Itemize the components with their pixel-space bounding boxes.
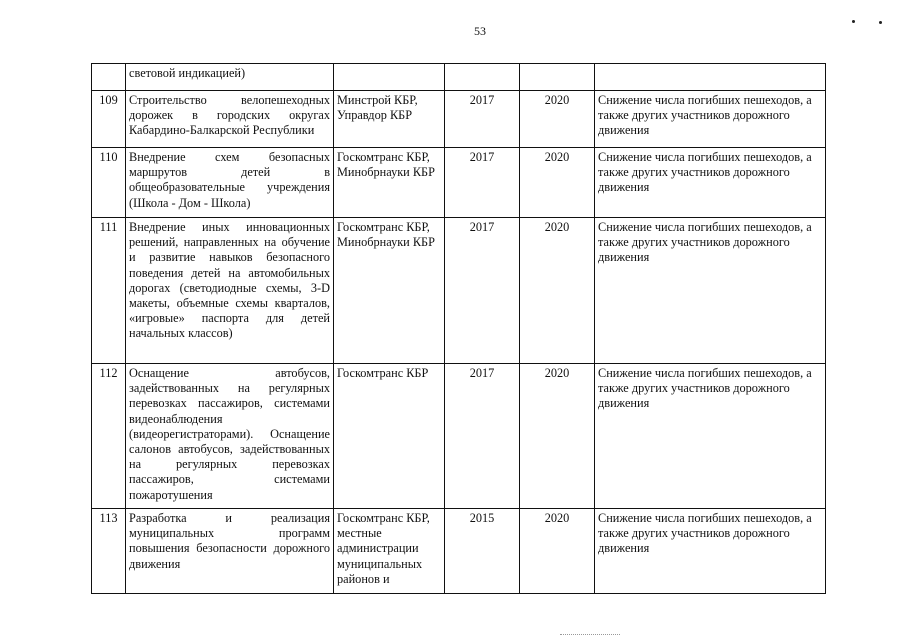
end-year: 2020 bbox=[520, 148, 595, 218]
page-number: 53 bbox=[474, 24, 486, 38]
start-year bbox=[445, 64, 520, 91]
executors-text: Госкомтранс КБР, Минобрнауки КБР bbox=[334, 148, 445, 218]
start-year: 2015 bbox=[445, 509, 520, 594]
table-row bbox=[92, 64, 826, 91]
executors-text: Госкомтранс КБР, местные администрации муниципальных районов и bbox=[334, 509, 445, 594]
table-row bbox=[92, 148, 826, 218]
table-row bbox=[92, 509, 826, 594]
expected-result: Снижение числа погибших пешеходов, а также других участников дорожного движения bbox=[595, 148, 826, 218]
measure-text: световой индикацией) bbox=[126, 64, 334, 91]
measure-text: Внедрение схем безопасных маршрутов детей в общеобразовательные учреждения (Школа - Дом - Школа) bbox=[126, 148, 334, 218]
row-number bbox=[92, 64, 126, 91]
measures-table bbox=[91, 63, 826, 594]
end-year: 2020 bbox=[520, 91, 595, 148]
expected-result: Снижение числа погибших пешеходов, а также других участников дорожного движения bbox=[595, 218, 826, 364]
executors-text: Минстрой КБР, Управдор КБР bbox=[334, 91, 445, 148]
table-row bbox=[92, 218, 826, 364]
row-number: 113 bbox=[92, 509, 126, 594]
table-row bbox=[92, 91, 826, 148]
executors-text: Госкомтранс КБР bbox=[334, 364, 445, 509]
expected-result bbox=[595, 64, 826, 91]
start-year: 2017 bbox=[445, 364, 520, 509]
start-year: 2017 bbox=[445, 218, 520, 364]
row-number: 109 bbox=[92, 91, 126, 148]
measure-text: Строительство велопешеходных дорожек в городских округах Кабардино-Балкарской Республики bbox=[126, 91, 334, 148]
row-number: 112 bbox=[92, 364, 126, 509]
row-number: 111 bbox=[92, 218, 126, 364]
measure-text: Оснащение автобусов, задействованных на регулярных перевозках пассажиров, системами видеонаблюдения (видеорегистраторами). Оснащение салонов автобусов, задействованных на регулярных перевозках пассажиров, системами пожаротушения bbox=[126, 364, 334, 509]
measure-text: Разработка и реализация муниципальных программ повышения безопасности дорожного движения bbox=[126, 509, 334, 594]
end-year: 2020 bbox=[520, 364, 595, 509]
scan-artifact-line bbox=[560, 634, 620, 636]
scan-speck bbox=[879, 21, 882, 24]
scan-speck bbox=[852, 20, 855, 23]
measure-text: Внедрение иных инновационных решений, направленных на обучение и развитие навыков безопасного поведения детей на автомобильных дорогах (светодиодные схемы, 3-D макеты, объемные схемы кварталов, «игровые» паспорта для детей начальных классов) bbox=[126, 218, 334, 364]
start-year: 2017 bbox=[445, 148, 520, 218]
executors-text: Госкомтранс КБР, Минобрнауки КБР bbox=[334, 218, 445, 364]
row-number: 110 bbox=[92, 148, 126, 218]
start-year: 2017 bbox=[445, 91, 520, 148]
expected-result: Снижение числа погибших пешеходов, а также других участников дорожного движения bbox=[595, 364, 826, 509]
expected-result: Снижение числа погибших пешеходов, а также других участников дорожного движения bbox=[595, 91, 826, 148]
expected-result: Снижение числа погибших пешеходов, а также других участников дорожного движения bbox=[595, 509, 826, 594]
end-year bbox=[520, 64, 595, 91]
end-year: 2020 bbox=[520, 218, 595, 364]
table-row bbox=[92, 364, 826, 509]
executors-text bbox=[334, 64, 445, 91]
end-year: 2020 bbox=[520, 509, 595, 594]
